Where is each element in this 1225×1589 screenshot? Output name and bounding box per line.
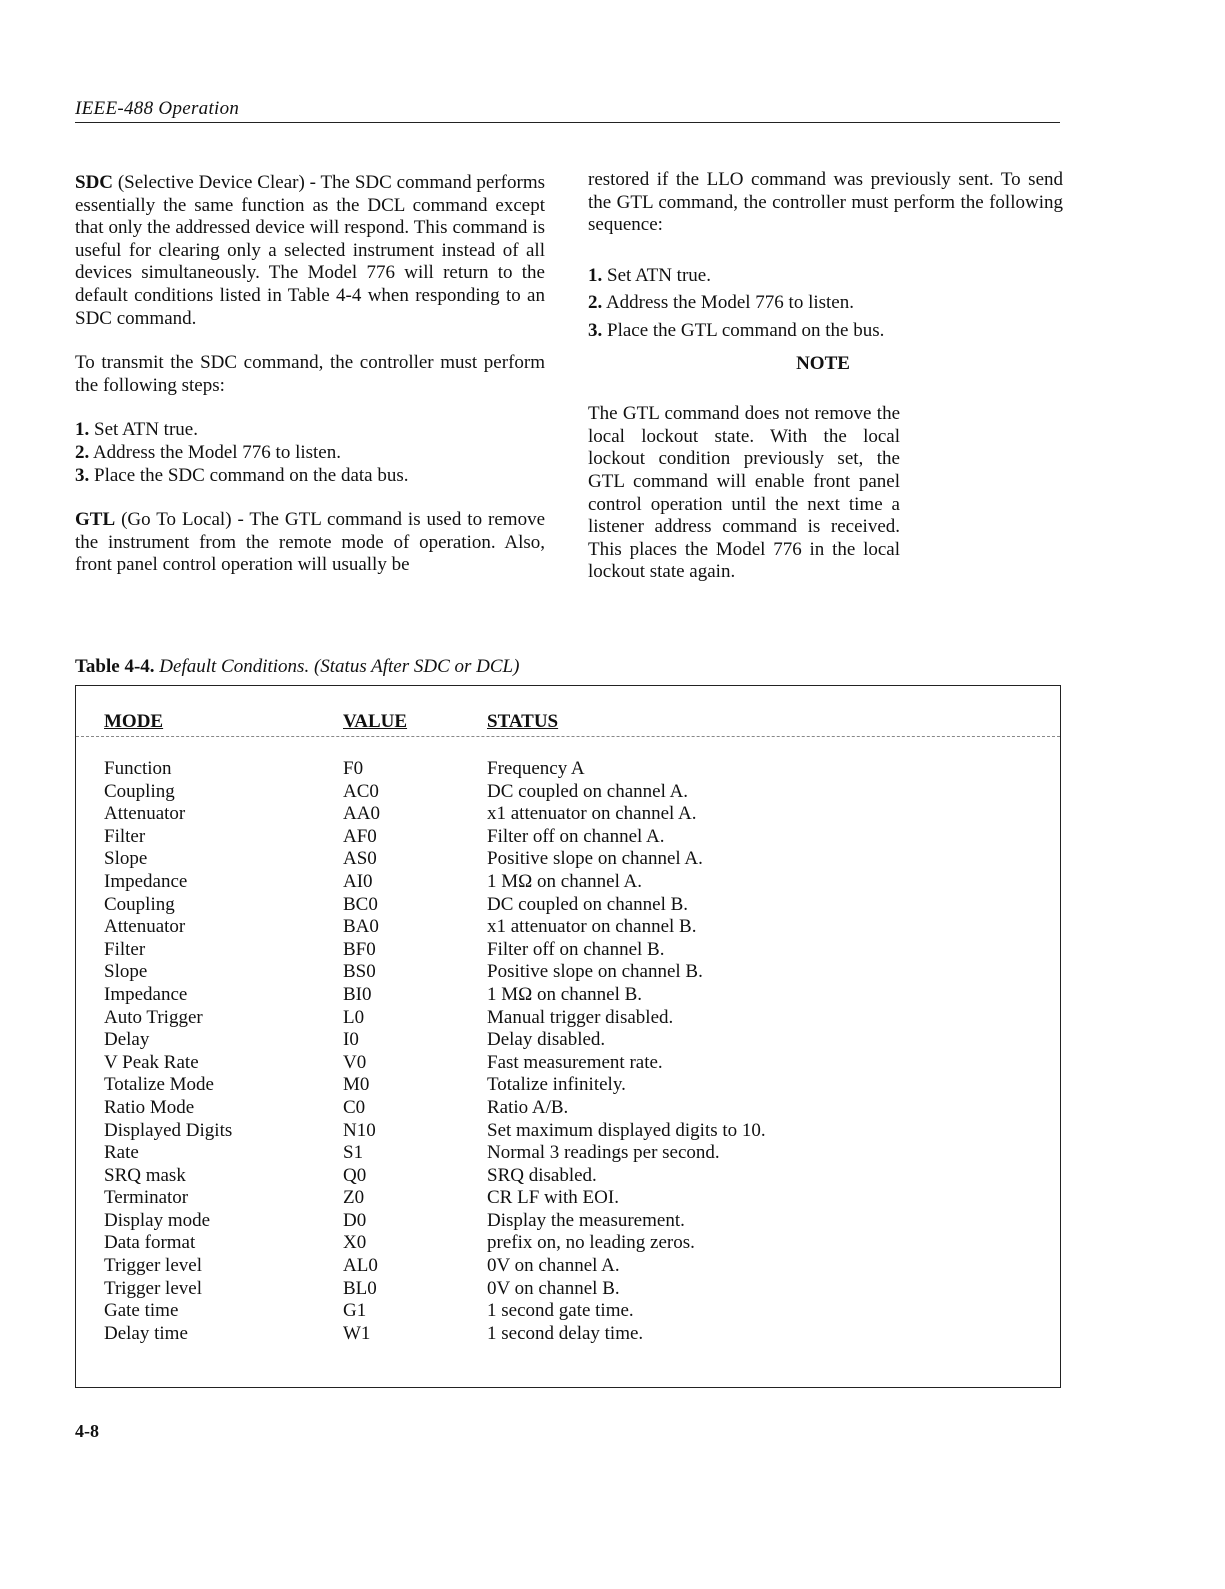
table-row [76,826,1060,849]
continued-paragraph: restored if the LLO command was previously sent. To send the GTL command, the controller must perform the following sequence: [588,169,1063,236]
sdc-text: (Selective Device Clear) - The SDC command performs essentially the same function as the DCL command except that only the addressed device will respond. This command is useful for clearing only a selected instrument instead of all devices simultaneously. The Model 776 will return to the default conditions listed in Table 4-4 when responding to an SDC command. [75,172,545,329]
table-row [76,758,1060,781]
mode-cell: Filter [104,938,146,960]
transmit-paragraph: To transmit the SDC command, the controller must perform the following steps: [75,352,545,396]
list-item: 2. Address the Model 776 to listen. [75,441,341,463]
table-row [76,1232,1060,1255]
value-cell: X0 [343,1232,367,1254]
value-cell: C0 [343,1096,366,1118]
value-cell: BS0 [343,961,376,983]
value-cell: F0 [343,758,364,779]
table-body [76,758,1060,1345]
mode-cell: Terminator [104,1187,189,1209]
table-row [76,1142,1060,1165]
value-cell: BI0 [343,983,372,1005]
page-number: 4-8 [75,1421,99,1441]
value-cell: G1 [343,1300,367,1322]
table-row [76,961,1060,984]
mode-cell: Trigger level [104,1255,202,1277]
list-item: 1. Set ATN true. [588,264,711,286]
mode-cell: Displayed Digits [104,1119,233,1141]
mode-cell: Function [104,758,172,779]
list-item: 2. Address the Model 776 to listen. [588,292,854,314]
table-caption [75,656,519,678]
list-item: 3. Place the GTL command on the bus. [588,319,885,341]
status-cell: Positive slope on channel A. [487,848,703,870]
table-row [76,1187,1060,1210]
status-cell: 0V on channel B. [487,1277,620,1299]
table-row [76,939,1060,962]
status-cell: Ratio A/B. [487,1096,569,1118]
status-cell: Totalize infinitely. [487,1074,626,1096]
list-item: 3. Place the SDC command on the data bus. [75,464,409,486]
mode-cell: SRQ mask [104,1164,186,1186]
note-body: The GTL command does not remove the local lockout state. With the local lockout condition previously set, the GTL command will enable front panel control operation until the next time a listener address command is received. This places the Model 776 in the local lockout state again. [588,403,900,583]
value-cell: S1 [343,1142,364,1164]
default-conditions-table [75,685,1061,1388]
table-row [76,1074,1060,1097]
value-cell: BL0 [343,1277,377,1299]
mode-cell: Delay [104,1029,150,1051]
value-cell: BC0 [343,893,378,915]
mode-cell: Delay time [104,1322,188,1344]
status-cell: x1 attenuator on channel A. [487,803,697,825]
value-cell: BA0 [343,916,379,938]
mode-cell: Auto Trigger [104,1006,203,1028]
status-cell: Positive slope on channel B. [487,961,703,983]
status-cell: 1 second gate time. [487,1300,634,1322]
mode-cell: Impedance [104,983,188,1005]
value-cell: N10 [343,1119,376,1141]
status-cell: Display the measurement. [487,1209,685,1231]
status-cell: prefix on, no leading zeros. [487,1232,695,1254]
value-cell: AF0 [343,825,377,847]
sdc-steps-list [75,419,545,487]
status-cell: Delay disabled. [487,1029,606,1051]
table-row [76,1278,1060,1301]
value-cell: AA0 [343,803,380,825]
value-cell: AC0 [343,780,379,802]
mode-cell: Filter [104,825,146,847]
sdc-paragraph [75,172,545,330]
column-header-mode: MODE [104,711,164,732]
status-cell: 1 MΩ on channel B. [487,983,643,1005]
gtl-steps-list [588,265,1063,343]
status-cell: DC coupled on channel B. [487,893,689,915]
sdc-term: SDC [75,172,114,193]
mode-cell: Impedance [104,870,188,892]
status-cell: Set maximum displayed digits to 10. [487,1119,766,1141]
gtl-text: (Go To Local) - The GTL command is used to remove the instrument from the remote mode of operation. Also, front panel control operation will usually be [75,509,545,576]
value-cell: V0 [343,1051,367,1073]
table-row [76,803,1060,826]
table-caption-title: Default Conditions. (Status After SDC or DCL) [159,656,520,677]
status-cell: 1 MΩ on channel A. [487,870,643,892]
left-column [75,172,545,577]
table-row [76,894,1060,917]
table-row [76,1255,1060,1278]
status-cell: Manual trigger disabled. [487,1006,674,1028]
running-head: IEEE-488 Operation [75,98,1060,123]
list-item: 1. Set ATN true. [75,419,198,441]
value-cell: AL0 [343,1255,378,1277]
mode-cell: Slope [104,848,148,870]
table-row [76,984,1060,1007]
mode-cell: Coupling [104,780,175,802]
value-cell: BF0 [343,938,376,960]
mode-cell: Trigger level [104,1277,202,1299]
table-caption-label: Table 4-4. [75,656,155,677]
gtl-paragraph [75,509,545,577]
column-header-value: VALUE [343,711,408,732]
table-row [76,848,1060,871]
table-row [76,781,1060,804]
mode-cell: Data format [104,1232,196,1254]
table-row [76,1165,1060,1188]
table-row [76,1300,1060,1323]
mode-cell: Coupling [104,893,175,915]
value-cell: Z0 [343,1187,365,1209]
header-rule [76,736,1060,737]
table-row [76,1097,1060,1120]
note-title: NOTE [796,352,850,374]
status-cell: Fast measurement rate. [487,1051,663,1073]
table-row [76,1210,1060,1233]
status-cell: CR LF with EOI. [487,1187,619,1209]
mode-cell: Attenuator [104,916,186,938]
value-cell: AI0 [343,870,373,892]
table-row [76,1007,1060,1030]
value-cell: L0 [343,1006,365,1028]
value-cell: I0 [343,1029,359,1051]
mode-cell: Display mode [104,1209,211,1231]
status-cell: Filter off on channel A. [487,825,665,847]
gtl-term: GTL [75,509,116,531]
status-cell: Normal 3 readings per second. [487,1142,720,1164]
value-cell: M0 [343,1074,370,1096]
status-cell: x1 attenuator on channel B. [487,916,697,938]
mode-cell: Totalize Mode [104,1074,214,1096]
status-cell: Frequency A [487,758,585,779]
table-row [76,916,1060,939]
value-cell: AS0 [343,848,377,870]
column-header-status: STATUS [487,711,559,732]
table-row [76,1120,1060,1143]
table-row [76,871,1060,894]
mode-cell: Ratio Mode [104,1096,195,1118]
right-column [588,169,1063,584]
value-cell: W1 [343,1322,371,1344]
status-cell: SRQ disabled. [487,1164,597,1186]
mode-cell: Rate [104,1142,139,1164]
value-cell: D0 [343,1209,367,1231]
table-row [76,1052,1060,1075]
status-cell: 0V on channel A. [487,1255,620,1277]
table-row [76,1029,1060,1052]
status-cell: Filter off on channel B. [487,938,665,960]
value-cell: Q0 [343,1164,367,1186]
mode-cell: Slope [104,961,148,983]
status-cell: DC coupled on channel A. [487,780,689,802]
status-cell: 1 second delay time. [487,1322,644,1344]
table-row [76,1323,1060,1346]
mode-cell: V Peak Rate [104,1051,199,1073]
mode-cell: Gate time [104,1300,179,1322]
mode-cell: Attenuator [104,803,186,825]
